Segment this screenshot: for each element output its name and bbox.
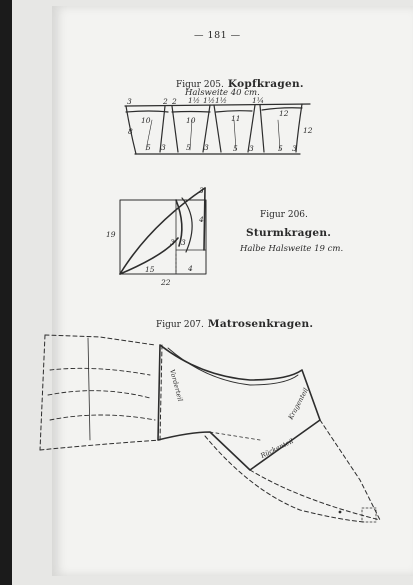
figure-206-label: Figur 206. xyxy=(260,210,308,220)
fig205-measure: 12 xyxy=(303,126,313,135)
fig206-measure: 3 xyxy=(170,238,175,247)
fig205-measure: 1½ xyxy=(215,96,228,105)
figure-205-title: Kopfkragen. xyxy=(227,78,304,90)
fig207-marking: Kragenteil xyxy=(286,386,311,421)
figure-206-subtitle: Halbe Halsweite 19 cm. xyxy=(240,244,344,254)
fig206-measure: 22 xyxy=(161,278,171,287)
fig205-measure: 11 xyxy=(231,114,241,123)
page-number: — 181 — xyxy=(194,30,241,41)
fig206-measure: 4 xyxy=(199,215,204,224)
fig206-measure: 19 xyxy=(106,230,116,239)
fig205-measure: 1½ xyxy=(188,96,201,105)
fig205-measure: 8 xyxy=(128,127,133,136)
fig206-measure: 4 xyxy=(188,264,193,273)
fig205-measure: 2 xyxy=(163,97,168,106)
fig206-measure: 3 xyxy=(199,186,204,195)
figure-207-label: Figur 207. xyxy=(156,320,204,330)
fig205-measure: 3 xyxy=(292,144,297,153)
figure-205-subtitle: Halsweite 40 cm. xyxy=(185,88,260,98)
figure-205-label: Figur 205. xyxy=(176,80,224,90)
fig206-measure: 15 xyxy=(145,265,155,274)
fig205-measure: 10 xyxy=(186,116,196,125)
fig205-measure: 10 xyxy=(141,116,151,125)
fig205-measure: 2 xyxy=(172,97,177,106)
fig205-measure: 5 xyxy=(278,144,283,153)
figure-206-collar-pattern xyxy=(120,188,206,274)
fig206-measure: 3 xyxy=(181,238,186,247)
fig205-measure: 12 xyxy=(279,109,289,118)
fig205-measure: 3 xyxy=(204,143,209,152)
fig205-measure: 5 xyxy=(146,143,151,152)
fig205-measure: 5 xyxy=(233,144,238,153)
fig205-measure: 3 xyxy=(161,143,166,152)
figure-207-collar-pattern xyxy=(40,335,380,522)
fig205-measure: 1¼ xyxy=(252,96,265,105)
fig207-marking: Vorderteil xyxy=(168,368,185,403)
figure-207-title: Matrosenkragen. xyxy=(207,318,314,330)
fig205-measure: 3 xyxy=(249,144,254,153)
fig207-marking: Rückenteil xyxy=(259,437,295,460)
figure-206-title: Sturmkragen. xyxy=(246,227,332,239)
fig205-measure: 3 xyxy=(127,97,132,106)
fig205-measure: 1½ xyxy=(203,96,216,105)
fig205-measure: 5 xyxy=(186,143,191,152)
